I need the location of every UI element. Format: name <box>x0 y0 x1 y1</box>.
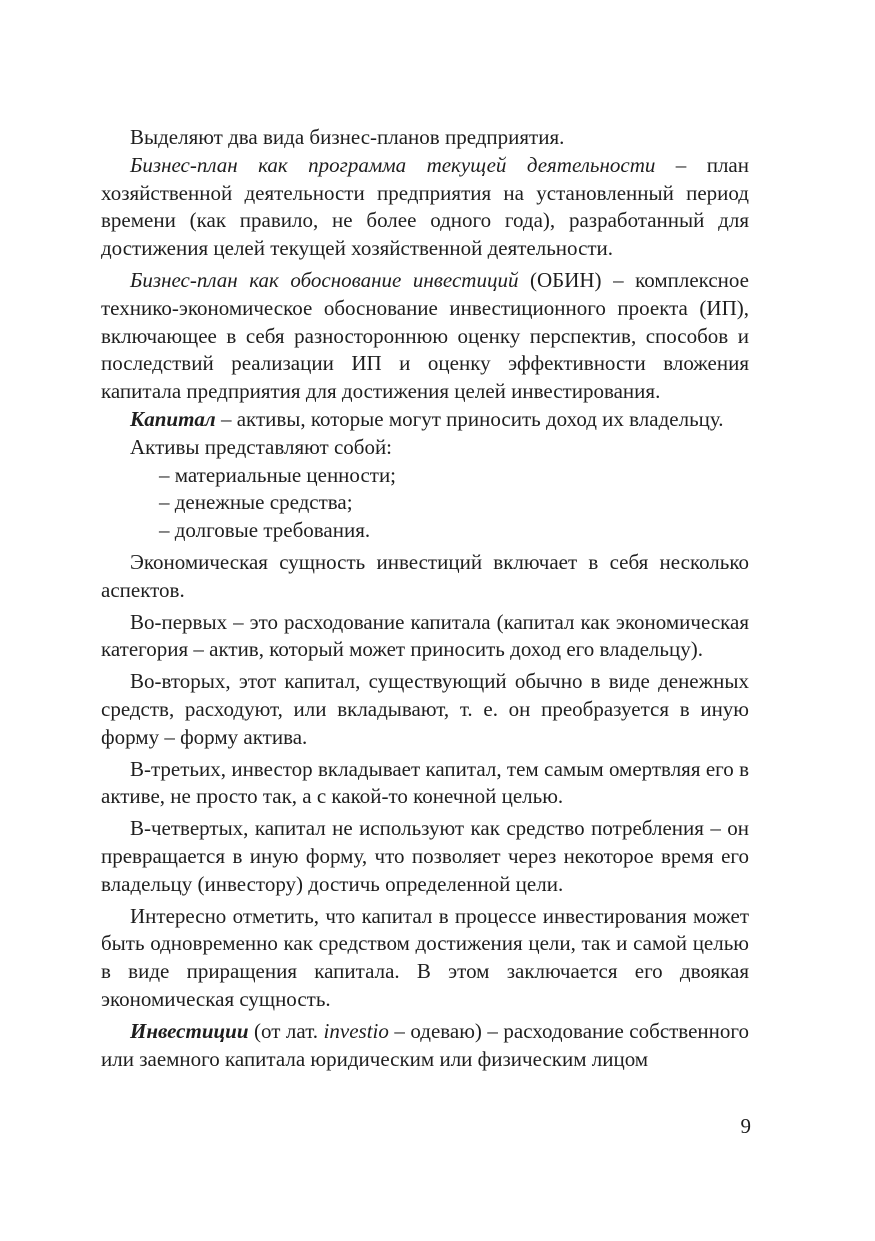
page-number: 9 <box>740 1114 751 1138</box>
fourth-aspect-paragraph <box>101 815 749 898</box>
dual-essence-text: Интересно отметить, что капитал в процессе инвестирования может быть одновременно как средством достижения цели, так и самой целью в виде приращения капитала. В этом заключается его двоякая экономическая сущность. <box>101 903 749 1011</box>
term-capital: Капитал <box>130 406 216 431</box>
business-plan-investment-paragraph <box>101 267 749 406</box>
intro-paragraph <box>101 124 749 152</box>
term-current-activity-plan: Бизнес-план как программа текущей деятельности <box>130 152 656 177</box>
investments-etymology-start: (от лат. <box>248 1018 324 1043</box>
definition-current-activity-plan: – план хозяйственной деятельности предприятия на установленный период времени (как правило, не более одного года), разработанный для достижения целей текущей хозяйственной деятельности. <box>101 152 749 261</box>
list-item: – денежные средства; <box>159 490 353 515</box>
list-item: – долговые требования. <box>159 518 371 543</box>
assets-intro-paragraph <box>101 434 749 462</box>
economic-essence-text: Экономическая сущность инвестиций включает в себя несколько аспектов. <box>101 549 749 602</box>
first-aspect-text: Во-первых – это расходование капитала (капитал как экономическая категория – актив, который может приносить доход его владельцу). <box>101 609 749 662</box>
assets-list <box>101 462 749 545</box>
second-aspect-paragraph <box>101 668 749 751</box>
page-body <box>101 124 749 1077</box>
term-investment-justification: Бизнес-план как обоснование инвестиций <box>130 267 519 292</box>
definition-investment-justification: (ОБИН) – комплексное технико-экономическое обоснование инвестиционного проекта (ИП), включающее в себя разностороннюю оценку перспектив, способов и последствий реализации ИП и оценку эффективности вложения капитала предприятия для достижения целей инвестирования. <box>101 267 749 404</box>
term-investments: Инвестиции <box>130 1018 249 1043</box>
second-aspect-text: Во-вторых, этот капитал, существующий обычно в виде денежных средств, расходуют, или вкладывают, т. е. он преобразуется в иную форму – форму актива. <box>101 669 749 749</box>
list-item: – материальные ценности; <box>159 462 397 487</box>
investments-definition-paragraph <box>101 1018 749 1074</box>
third-aspect-paragraph <box>101 756 749 812</box>
economic-essence-paragraph <box>101 549 749 605</box>
dual-essence-paragraph <box>101 903 749 1014</box>
latin-word: investio <box>323 1018 389 1043</box>
assets-intro-text: Активы представляют собой: <box>130 434 393 459</box>
intro-text: Выделяют два вида бизнес-планов предприятия. <box>130 125 565 149</box>
third-aspect-text: В-третьих, инвестор вкладывает капитал, тем самым омертвляя его в активе, не просто так, а с какой-то конечной целью. <box>101 756 749 809</box>
fourth-aspect-text: В-четвертых, капитал не используют как средство потребления – он превращается в иную форму, что позволяет через некоторое время его владельцу (инвестору) достичь определенной цели. <box>101 816 749 896</box>
capital-definition-paragraph <box>101 406 749 434</box>
investments-definition-text: – одеваю) – расходование собственного или заемного капитала юридическим или физическим лицом <box>101 1018 749 1071</box>
first-aspect-paragraph <box>101 609 749 665</box>
definition-capital: – активы, которые могут приносить доход их владельцу. <box>215 406 724 431</box>
business-plan-current-activity-paragraph <box>101 152 749 263</box>
